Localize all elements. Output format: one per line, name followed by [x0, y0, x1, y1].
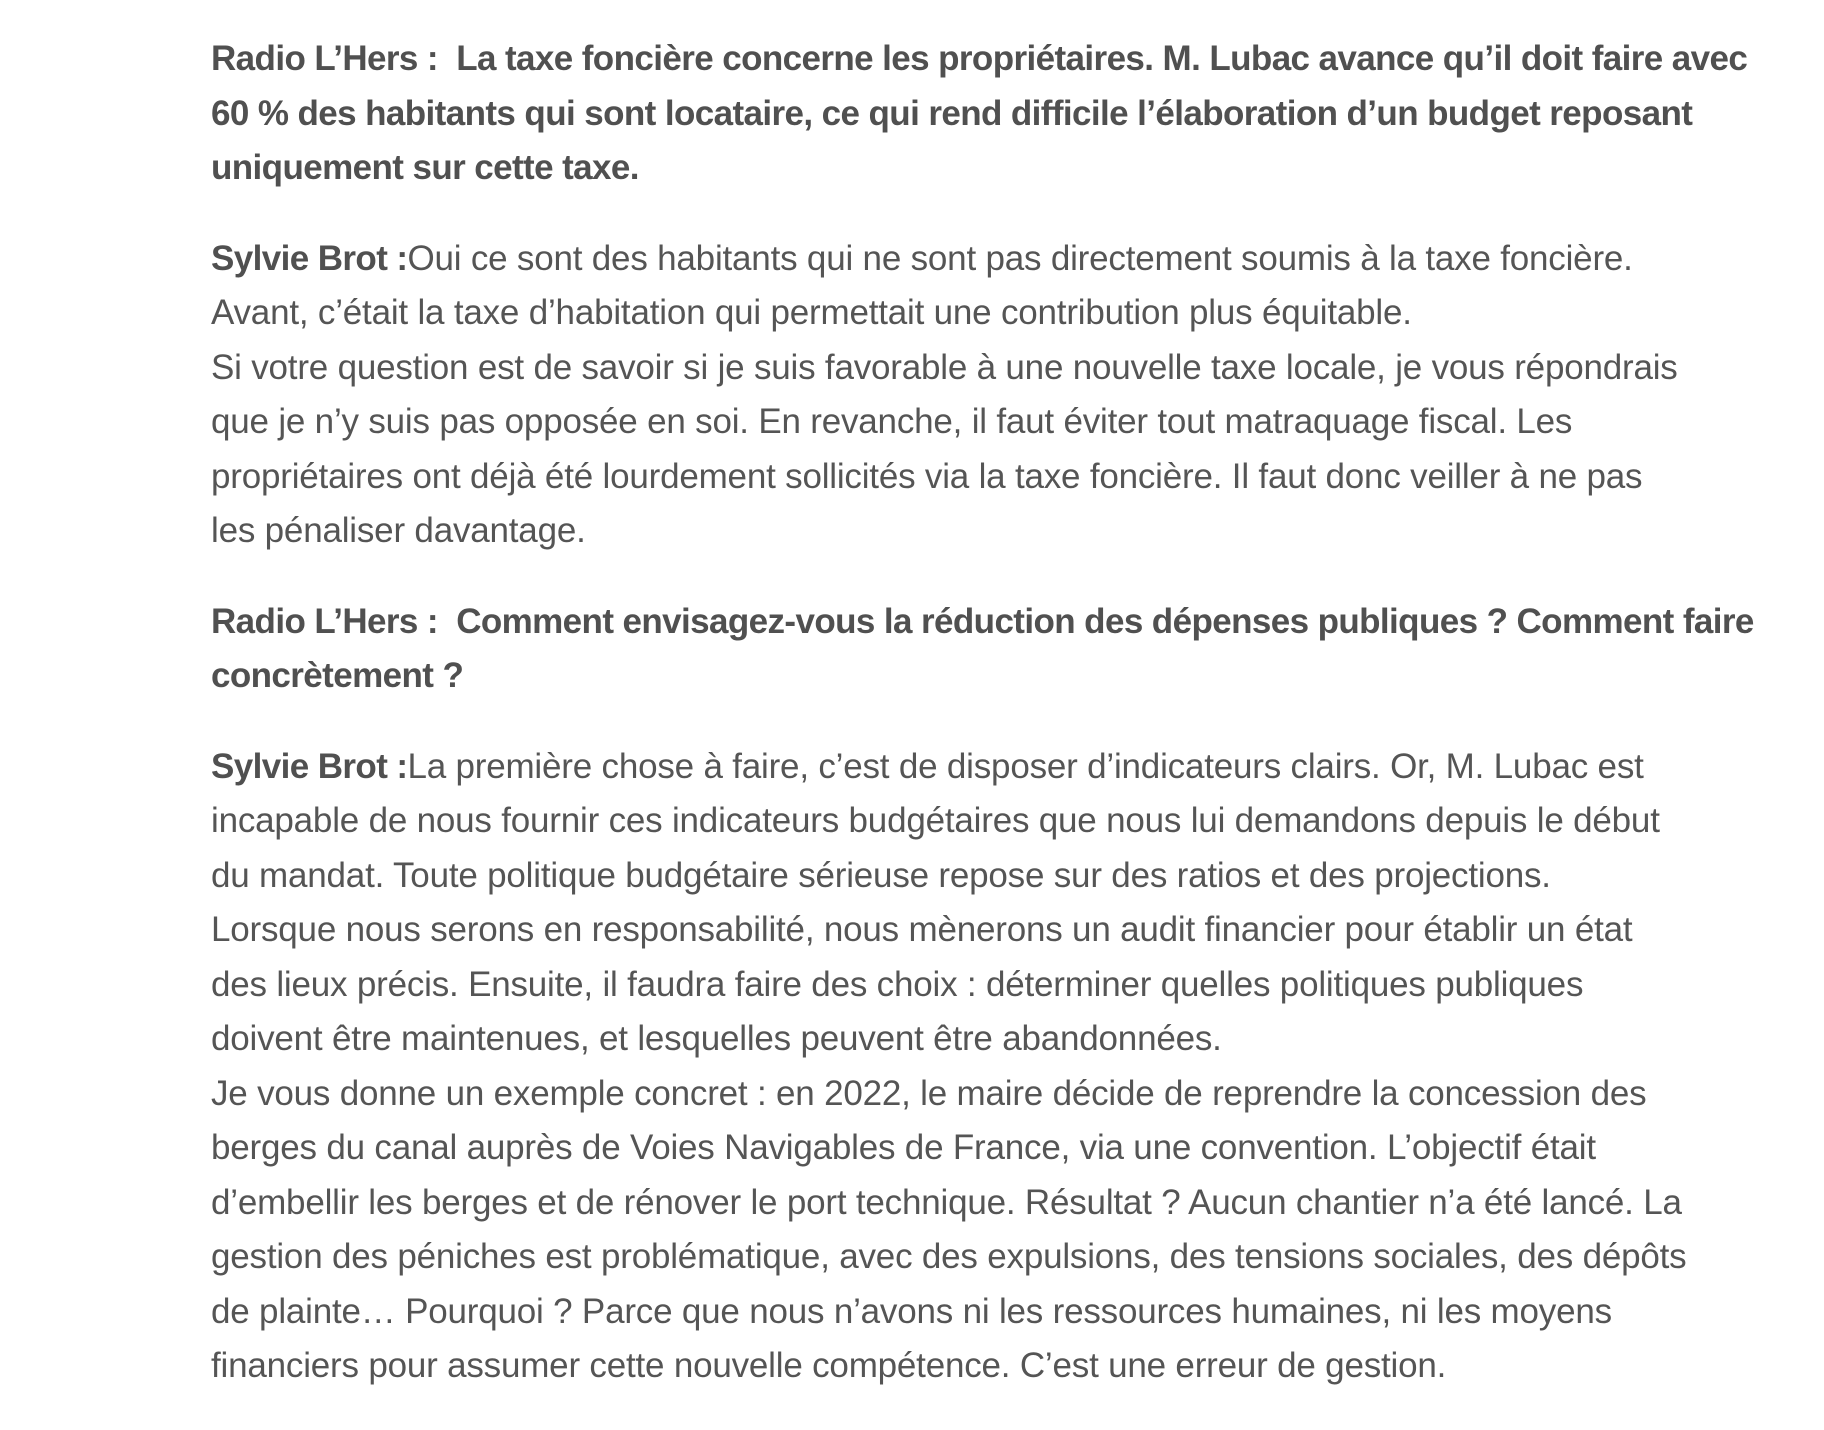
interview-question-1 [211, 32, 1771, 196]
answer-line: doivent être maintenues, et lesquelles peuvent être abandonnées. [211, 1019, 1222, 1058]
answer-line: incapable de nous fournir ces indicateurs budgétaires que nous lui demandons depuis le début [211, 801, 1660, 840]
answer-line: les pénaliser davantage. [211, 511, 586, 550]
answer-line: propriétaires ont déjà été lourdement sollicités via la taxe foncière. Il faut donc veiller à ne pas [211, 456, 1643, 496]
question-line: Radio L’Hers : La taxe foncière concerne les propriétaires. M. Lubac avance qu’il doit faire avec [211, 39, 1748, 78]
speaker-label: Sylvie Brot : [211, 746, 408, 786]
answer-line: des lieux précis. Ensuite, il faudra faire des choix : déterminer quelles politiques publiques [211, 964, 1584, 1004]
speaker-label: Radio L’Hers : [211, 39, 438, 78]
answer-line: du mandat. Toute politique budgétaire sérieuse repose sur des ratios et des projections. [211, 855, 1551, 895]
answer-line: Si votre question est de savoir si je suis favorable à une nouvelle taxe locale, je vous répondrais [211, 347, 1678, 387]
question-line: Radio L’Hers : Comment envisagez-vous la réduction des dépenses publiques ? Comment faire [211, 601, 1754, 641]
answer-line: Sylvie Brot :La première chose à faire, c’est de disposer d’indicateurs clairs. Or, M. Lubac est [211, 746, 1644, 786]
answer-line: d’embellir les berges et de rénover le port technique. Résultat ? Aucun chantier n’a été lancé. La [211, 1182, 1682, 1222]
answer-line: Sylvie Brot :Oui ce sont des habitants qui ne sont pas directement soumis à la taxe foncière. [211, 238, 1633, 278]
interview-answer-1 [211, 232, 1771, 559]
speaker-label: Sylvie Brot : [211, 238, 408, 278]
interview-answer-2 [211, 740, 1771, 1394]
answer-line: que je n’y suis pas opposée en soi. En revanche, il faut éviter tout matraquage fiscal. Les [211, 402, 1573, 441]
question-line: uniquement sur cette taxe. [211, 148, 639, 187]
answer-line: Avant, c’était la taxe d’habitation qui permettait une contribution plus équitable. [211, 293, 1412, 332]
answer-line: financiers pour assumer cette nouvelle compétence. C’est une erreur de gestion. [211, 1346, 1447, 1385]
interview-question-2 [211, 595, 1771, 704]
interview-article [211, 32, 1771, 1430]
answer-line: berges du canal auprès de Voies Navigables de France, via une convention. L’objectif était [211, 1128, 1596, 1167]
speaker-label: Radio L’Hers : [211, 601, 438, 641]
question-line: concrètement ? [211, 656, 464, 695]
answer-line: Je vous donne un exemple concret : en 2022, le maire décide de reprendre la concession des [211, 1073, 1647, 1113]
answer-line: de plainte… Pourquoi ? Parce que nous n’avons ni les ressources humaines, ni les moyens [211, 1291, 1612, 1331]
question-line: 60 % des habitants qui sont locataire, ce qui rend difficile l’élaboration d’un budget reposant [211, 93, 1693, 133]
answer-line: gestion des péniches est problématique, avec des expulsions, des tensions sociales, des dépôts [211, 1237, 1687, 1276]
answer-line: Lorsque nous serons en responsabilité, nous mènerons un audit financier pour établir un état [211, 910, 1633, 949]
